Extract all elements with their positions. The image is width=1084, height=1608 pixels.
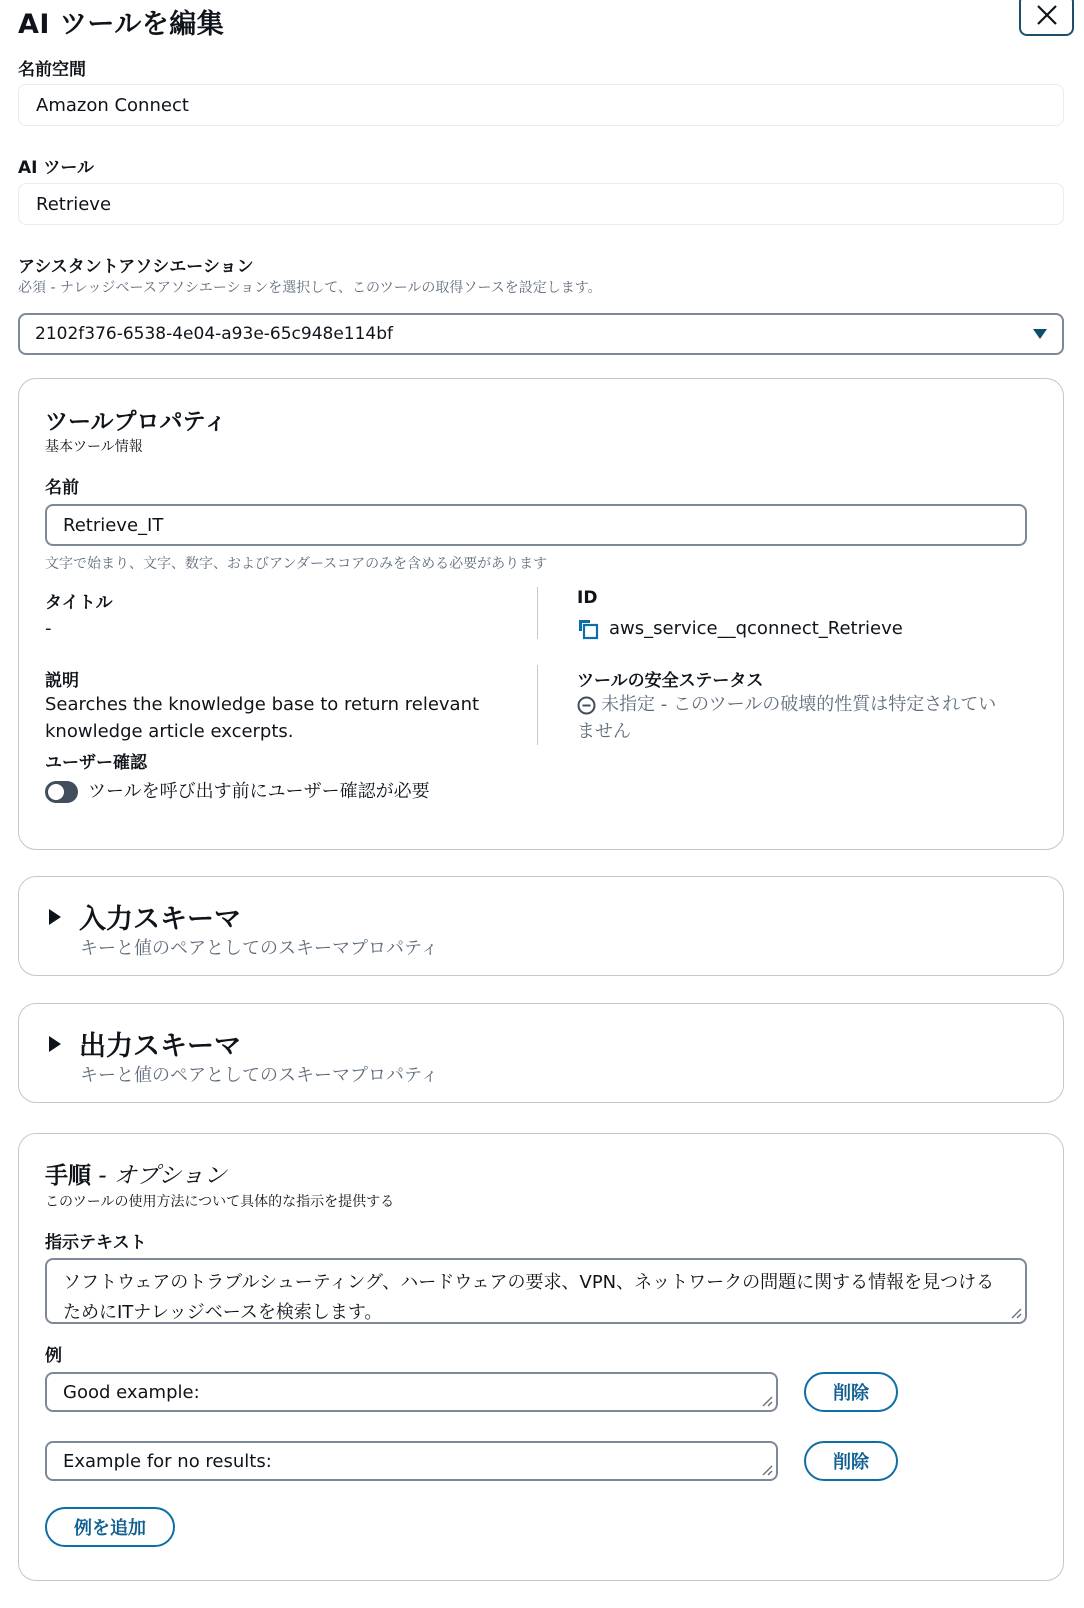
example-input-2[interactable] [45, 1441, 778, 1481]
title-value: - [45, 618, 52, 639]
association-label: アシスタントアソシエーション [18, 257, 254, 277]
resize-handle-icon[interactable] [761, 1464, 773, 1476]
instruction-textarea[interactable] [45, 1258, 1027, 1324]
confirm-label: ユーザー確認 [45, 753, 147, 773]
id-label: ID [577, 588, 598, 608]
toggle-knob [48, 784, 64, 800]
input-schema-description: キーと値のペアとしてのスキーマプロパティ [80, 938, 439, 959]
example-input-1[interactable] [45, 1372, 778, 1412]
id-row [577, 615, 903, 642]
instructions-optional: - オプション [91, 1163, 227, 1189]
name-hint: 文字で始まり、文字、数字、およびアンダースコアのみを含める必要があります [45, 556, 548, 572]
name-label: 名前 [45, 478, 79, 498]
safety-value: 未指定 - このツールの破壊的性質は特定されていません [577, 694, 997, 742]
output-schema-card [18, 1003, 1064, 1103]
instructions-description: このツールの使用方法について具体的な指示を提供する [45, 1194, 395, 1210]
instruction-text: ソフトウェアのトラブルシューティング、ハードウェアの要求、VPN、ネットワークの問題に関する情報を見つけるためにITナレッジベースを検索します。 [63, 1272, 995, 1323]
caret-right-icon [49, 1036, 61, 1052]
examples-label: 例 [45, 1346, 62, 1366]
example-text: Good example: [63, 1381, 200, 1403]
instructions-card [18, 1133, 1064, 1581]
input-schema-card [18, 876, 1064, 976]
input-schema-toggle[interactable] [49, 897, 241, 936]
resize-handle-icon[interactable] [1010, 1307, 1022, 1319]
caret-right-icon [49, 909, 61, 925]
title-label: タイトル [45, 593, 113, 613]
column-divider [537, 587, 538, 639]
instruction-text-label: 指示テキスト [45, 1233, 147, 1253]
caret-down-icon [1033, 329, 1047, 339]
close-button[interactable] [1019, 0, 1074, 36]
tool-properties-card [18, 378, 1064, 850]
instructions-title-row [45, 1157, 227, 1190]
page-title: AI ツールを編集 [18, 9, 225, 40]
minus-circle-icon [577, 696, 596, 719]
association-selected-value: 2102f376-6538-4e04-a93e-65c948e114bf [35, 324, 394, 344]
description-label: 説明 [45, 671, 79, 691]
confirm-toggle[interactable] [45, 781, 78, 803]
safety-row [577, 691, 997, 745]
association-select[interactable] [18, 313, 1064, 355]
input-schema-title: 入力スキーマ [79, 904, 241, 935]
output-schema-description: キーと値のペアとしてのスキーマプロパティ [80, 1065, 439, 1086]
column-divider-2 [537, 665, 538, 745]
output-schema-toggle[interactable] [49, 1024, 241, 1063]
delete-example-button-1[interactable]: 削除 [804, 1372, 898, 1412]
association-description: 必須 - ナレッジベースアソシエーションを選択して、このツールの取得ソースを設定します。 [18, 280, 602, 296]
close-icon [1035, 3, 1059, 27]
ai-tool-field: Retrieve [18, 183, 1064, 225]
description-value: Searches the knowledge base to return relevant knowledge article excerpts. [45, 694, 480, 742]
example-text: Example for no results: [63, 1450, 272, 1472]
copy-icon[interactable] [577, 618, 599, 640]
add-example-button[interactable]: 例を追加 [45, 1507, 175, 1547]
confirm-toggle-text: ツールを呼び出す前にユーザー確認が必要 [88, 781, 430, 802]
tool-properties-title: ツールプロパティ [45, 409, 227, 435]
output-schema-title: 出力スキーマ [79, 1031, 241, 1062]
ai-tool-label: AI ツール [18, 158, 95, 178]
namespace-field: Amazon Connect [18, 84, 1064, 126]
delete-example-button-2[interactable]: 削除 [804, 1441, 898, 1481]
instructions-title: 手順 [45, 1163, 91, 1189]
safety-label: ツールの安全ステータス [577, 671, 764, 691]
resize-handle-icon[interactable] [761, 1395, 773, 1407]
name-input[interactable]: Retrieve_IT [45, 504, 1027, 546]
tool-properties-description: 基本ツール情報 [45, 439, 143, 455]
id-value: aws_service__qconnect_Retrieve [609, 618, 903, 639]
namespace-label: 名前空間 [18, 60, 86, 80]
